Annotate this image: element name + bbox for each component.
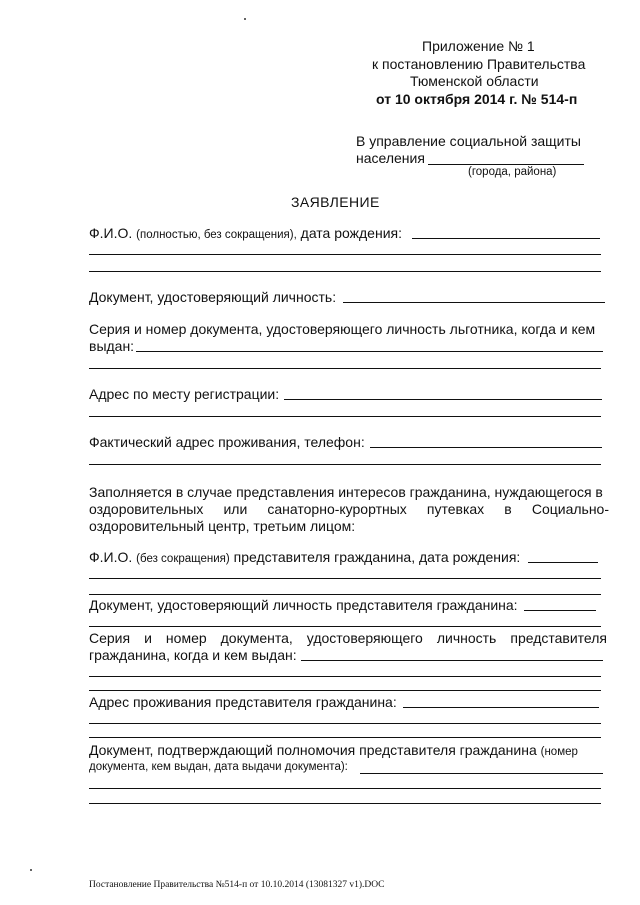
addressee-underline[interactable]: [428, 164, 584, 165]
reg-address-field[interactable]: [284, 399, 602, 400]
document-title: ЗАЯВЛЕНИЕ: [291, 194, 380, 210]
rep-fio-field[interactable]: [528, 562, 598, 563]
fio-field-line2[interactable]: [89, 254, 601, 255]
addressee-line2: населения: [356, 150, 425, 166]
scan-speck: [244, 18, 246, 20]
rep-fio-field-line3[interactable]: [89, 594, 601, 595]
rep-address-field-line3[interactable]: [89, 737, 601, 738]
addressee-hint: (города, района): [468, 166, 557, 178]
appendix-region: Тюменской области: [410, 73, 539, 89]
fio-label: Ф.И.О.: [89, 225, 133, 241]
authority-label-line2: документа, кем выдан, дата выдачи документа):: [89, 761, 348, 773]
rep-series-label-line2: гражданина, когда и кем выдан:: [89, 647, 297, 663]
authority-field-line2[interactable]: [89, 788, 601, 789]
authority-field[interactable]: [360, 773, 603, 774]
footer-filename: Постановление Правительства №514-п от 10.10.2014 (13081327 v1).DOC: [89, 880, 385, 890]
reg-address-label: Адрес по месту регистрации:: [89, 386, 280, 402]
rep-address-field-line2[interactable]: [89, 723, 601, 724]
appendix-reference: к постановлению Правительства: [372, 56, 586, 72]
series-field[interactable]: [136, 351, 603, 352]
note-line1: Заполняется в случае представления интересов гражданина, нуждающегося в: [89, 484, 603, 500]
rep-fio-field-line2[interactable]: [89, 578, 601, 579]
rep-series-field-line3[interactable]: [89, 690, 601, 691]
rep-fio-note: (без сокращения): [136, 553, 230, 565]
authority-note1: (номер: [540, 746, 578, 758]
rep-series-field-line2[interactable]: [89, 676, 601, 677]
rep-address-label: Адрес проживания представителя гражданина:: [89, 694, 397, 710]
series-label-line2: выдан:: [89, 338, 135, 354]
rep-address-field[interactable]: [403, 707, 599, 708]
rep-series-label-line1: Серия и номер документа, удостоверяющего личность представителя: [89, 630, 607, 646]
doc-field[interactable]: [343, 302, 605, 303]
actual-address-label: Фактический адрес проживания, телефон:: [89, 434, 365, 450]
doc-label: Документ, удостоверяющий личность:: [89, 289, 337, 305]
reg-address-field-line2[interactable]: [89, 416, 601, 417]
authority-field-line3[interactable]: [89, 803, 601, 804]
note-line2: оздоровительных или санаторно-курортных путевках в Социально-: [89, 501, 609, 517]
rep-doc-label: Документ, удостоверяющий личность представителя гражданина:: [89, 597, 518, 613]
rep-fio-row: [89, 549, 520, 567]
rep-fio-label: Ф.И.О.: [89, 549, 133, 565]
fio-suffix: дата рождения:: [300, 225, 402, 241]
rep-doc-field-line2[interactable]: [89, 626, 601, 627]
actual-address-field[interactable]: [370, 447, 602, 448]
rep-doc-field[interactable]: [524, 610, 596, 611]
fio-note: (полностью, без сокращения),: [136, 229, 297, 241]
series-label-line1: Серия и номер документа, удостоверяющего личность льготника, когда и кем: [89, 321, 596, 337]
actual-address-field-line2[interactable]: [89, 464, 601, 465]
rep-series-field[interactable]: [301, 660, 603, 661]
fio-row: [89, 225, 402, 243]
addressee-line1: В управление социальной защиты: [356, 133, 581, 149]
note-line3: оздоровительный центр, третьим лицом:: [89, 518, 356, 534]
appendix-date: от 10 октября 2014 г. № 514-п: [376, 91, 578, 107]
series-field-line2[interactable]: [89, 368, 601, 369]
appendix-number: Приложение № 1: [422, 38, 535, 54]
fio-field-line3[interactable]: [89, 271, 601, 272]
scan-speck: [30, 869, 32, 871]
rep-fio-suffix: представителя гражданина, дата рождения:: [233, 549, 521, 565]
authority-row: [89, 742, 578, 760]
authority-label-line1: Документ, подтверждающий полномочия представителя гражданина: [89, 742, 537, 758]
fio-field[interactable]: [412, 238, 600, 239]
